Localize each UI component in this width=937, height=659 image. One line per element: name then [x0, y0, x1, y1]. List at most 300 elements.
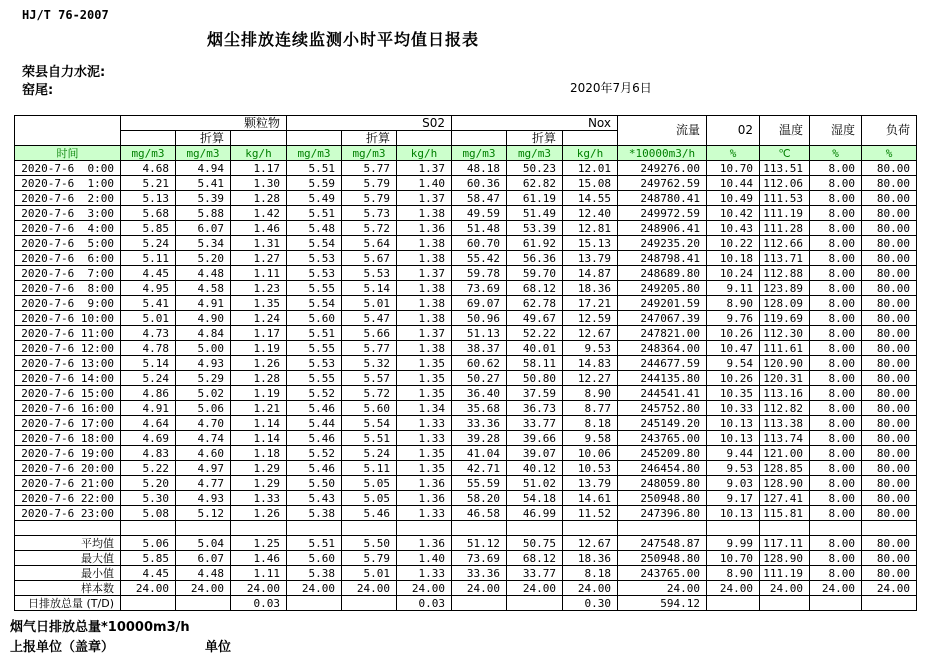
- summary-row: [15, 566, 917, 581]
- value-cell: 4.95: [121, 281, 176, 296]
- value-cell: 1.19: [231, 341, 287, 356]
- value-cell: 48.18: [452, 161, 507, 176]
- value-cell: 5.85: [121, 221, 176, 236]
- value-cell: 5.29: [176, 371, 231, 386]
- value-cell: 80.00: [862, 476, 917, 491]
- value-cell: 10.24: [707, 266, 760, 281]
- value-cell: 9.44: [707, 446, 760, 461]
- value-cell: 1.38: [397, 311, 452, 326]
- summary-row: [15, 596, 917, 611]
- value-cell: 24.00: [452, 581, 507, 596]
- value-cell: 9.58: [563, 431, 618, 446]
- unit-header: %: [707, 146, 760, 161]
- group-particulate: 颗粒物: [121, 116, 287, 131]
- value-cell: 5.46: [287, 461, 342, 476]
- value-cell: 40.12: [507, 461, 563, 476]
- data-row-label: 2020-7-6 8:00: [15, 281, 121, 296]
- value-cell: 8.18: [563, 566, 618, 581]
- value-cell: 247548.87: [618, 536, 707, 551]
- data-row: [15, 191, 917, 206]
- summary-row: [15, 536, 917, 551]
- value-cell: 1.18: [231, 446, 287, 461]
- value-cell: 8.00: [810, 446, 862, 461]
- value-cell: 4.73: [121, 326, 176, 341]
- value-cell: 5.24: [121, 236, 176, 251]
- value-cell: [176, 521, 231, 536]
- value-cell: [618, 521, 707, 536]
- value-cell: 5.51: [342, 431, 397, 446]
- value-cell: [287, 596, 342, 611]
- value-cell: 5.05: [342, 491, 397, 506]
- value-cell: 49.59: [452, 206, 507, 221]
- value-cell: 120.31: [760, 371, 810, 386]
- value-cell: 120.90: [760, 356, 810, 371]
- value-cell: 12.59: [563, 311, 618, 326]
- value-cell: 5.02: [176, 386, 231, 401]
- value-cell: 4.45: [121, 266, 176, 281]
- value-cell: 5.12: [176, 506, 231, 521]
- value-cell: 4.48: [176, 266, 231, 281]
- value-cell: 123.89: [760, 281, 810, 296]
- value-cell: 8.00: [810, 416, 862, 431]
- value-cell: 80.00: [862, 461, 917, 476]
- value-cell: 56.36: [507, 251, 563, 266]
- value-cell: 10.13: [707, 431, 760, 446]
- value-cell: 46.99: [507, 506, 563, 521]
- value-cell: 80.00: [862, 281, 917, 296]
- value-cell: 113.51: [760, 161, 810, 176]
- blank-cell: [231, 131, 287, 146]
- units-row: [15, 146, 917, 161]
- value-cell: 11.52: [563, 506, 618, 521]
- unit-header: mg/m3: [176, 146, 231, 161]
- unit-header: mg/m3: [342, 146, 397, 161]
- value-cell: 1.26: [231, 506, 287, 521]
- report-date: 2020年7月6日: [570, 81, 652, 95]
- value-cell: [342, 521, 397, 536]
- value-cell: 38.37: [452, 341, 507, 356]
- value-cell: [563, 521, 618, 536]
- value-cell: 5.46: [287, 401, 342, 416]
- value-cell: 58.11: [507, 356, 563, 371]
- value-cell: 5.41: [176, 176, 231, 191]
- value-cell: 5.22: [121, 461, 176, 476]
- value-cell: 8.00: [810, 161, 862, 176]
- data-row: [15, 491, 917, 506]
- value-cell: 5.79: [342, 191, 397, 206]
- value-cell: 4.74: [176, 431, 231, 446]
- value-cell: 80.00: [862, 206, 917, 221]
- value-cell: 249235.20: [618, 236, 707, 251]
- value-cell: 1.33: [231, 491, 287, 506]
- value-cell: 1.37: [397, 266, 452, 281]
- data-row: [15, 176, 917, 191]
- data-row-label: 2020-7-6 16:00: [15, 401, 121, 416]
- value-cell: 8.00: [810, 506, 862, 521]
- value-cell: 1.33: [397, 506, 452, 521]
- value-cell: 1.28: [231, 371, 287, 386]
- value-cell: 128.85: [760, 461, 810, 476]
- value-cell: 39.28: [452, 431, 507, 446]
- value-cell: 1.24: [231, 311, 287, 326]
- value-cell: 80.00: [862, 356, 917, 371]
- value-cell: 9.17: [707, 491, 760, 506]
- value-cell: 111.53: [760, 191, 810, 206]
- value-cell: 24.00: [176, 581, 231, 596]
- value-cell: 61.19: [507, 191, 563, 206]
- value-cell: 5.14: [342, 281, 397, 296]
- value-cell: [176, 596, 231, 611]
- value-cell: 80.00: [862, 266, 917, 281]
- value-cell: 12.27: [563, 371, 618, 386]
- value-cell: 8.00: [810, 341, 862, 356]
- value-cell: 5.44: [287, 416, 342, 431]
- value-cell: 9.54: [707, 356, 760, 371]
- value-cell: 119.69: [760, 311, 810, 326]
- value-cell: 4.84: [176, 326, 231, 341]
- value-cell: 249276.00: [618, 161, 707, 176]
- value-cell: 4.94: [176, 161, 231, 176]
- value-cell: 8.90: [563, 386, 618, 401]
- value-cell: 1.19: [231, 386, 287, 401]
- value-cell: 112.88: [760, 266, 810, 281]
- value-cell: 50.96: [452, 311, 507, 326]
- data-row: [15, 221, 917, 236]
- value-cell: 1.25: [231, 536, 287, 551]
- value-cell: [810, 596, 862, 611]
- value-cell: 1.46: [231, 551, 287, 566]
- data-row: [15, 161, 917, 176]
- value-cell: 5.50: [342, 536, 397, 551]
- value-cell: [121, 596, 176, 611]
- value-cell: 8.90: [707, 296, 760, 311]
- unit-header: mg/m3: [121, 146, 176, 161]
- value-cell: 55.42: [452, 251, 507, 266]
- data-row-label: 2020-7-6 17:00: [15, 416, 121, 431]
- data-row: [15, 341, 917, 356]
- value-cell: 112.06: [760, 176, 810, 191]
- value-cell: 60.36: [452, 176, 507, 191]
- value-cell: 5.13: [121, 191, 176, 206]
- value-cell: 243765.00: [618, 566, 707, 581]
- value-cell: 5.01: [121, 311, 176, 326]
- value-cell: 5.67: [342, 251, 397, 266]
- value-cell: 1.37: [397, 191, 452, 206]
- value-cell: 121.00: [760, 446, 810, 461]
- value-cell: 80.00: [862, 446, 917, 461]
- value-cell: [707, 596, 760, 611]
- value-cell: 1.36: [397, 221, 452, 236]
- value-cell: 10.13: [707, 506, 760, 521]
- group-flow: 流量: [618, 116, 707, 146]
- value-cell: 112.82: [760, 401, 810, 416]
- value-cell: 8.00: [810, 311, 862, 326]
- value-cell: 1.38: [397, 296, 452, 311]
- monitoring-table: [14, 115, 917, 611]
- data-row-label: 2020-7-6 13:00: [15, 356, 121, 371]
- value-cell: 24.00: [618, 581, 707, 596]
- value-cell: 248364.00: [618, 341, 707, 356]
- value-cell: 1.36: [397, 476, 452, 491]
- data-row: [15, 236, 917, 251]
- value-cell: 128.90: [760, 476, 810, 491]
- value-cell: 80.00: [862, 566, 917, 581]
- value-cell: 5.48: [287, 221, 342, 236]
- value-cell: 5.79: [342, 551, 397, 566]
- value-cell: 24.00: [862, 581, 917, 596]
- value-cell: 24.00: [707, 581, 760, 596]
- value-cell: 5.41: [121, 296, 176, 311]
- value-cell: 5.72: [342, 221, 397, 236]
- value-cell: 39.66: [507, 431, 563, 446]
- value-cell: 5.85: [121, 551, 176, 566]
- value-cell: 244677.59: [618, 356, 707, 371]
- value-cell: 5.77: [342, 161, 397, 176]
- data-row: [15, 446, 917, 461]
- value-cell: 24.00: [231, 581, 287, 596]
- summary-row-label: 平均值: [15, 536, 121, 551]
- value-cell: 0.03: [231, 596, 287, 611]
- value-cell: 1.35: [397, 446, 452, 461]
- data-row-label: 2020-7-6 3:00: [15, 206, 121, 221]
- value-cell: 6.07: [176, 551, 231, 566]
- value-cell: [862, 521, 917, 536]
- value-cell: 111.28: [760, 221, 810, 236]
- value-cell: 80.00: [862, 416, 917, 431]
- value-cell: 8.00: [810, 206, 862, 221]
- value-cell: 5.49: [287, 191, 342, 206]
- value-cell: 59.70: [507, 266, 563, 281]
- value-cell: 245149.20: [618, 416, 707, 431]
- value-cell: 5.51: [287, 206, 342, 221]
- value-cell: 4.77: [176, 476, 231, 491]
- value-cell: 5.39: [176, 191, 231, 206]
- value-cell: 5.01: [342, 296, 397, 311]
- value-cell: 1.23: [231, 281, 287, 296]
- value-cell: 5.38: [287, 506, 342, 521]
- value-cell: 8.77: [563, 401, 618, 416]
- value-cell: 249201.59: [618, 296, 707, 311]
- value-cell: 12.81: [563, 221, 618, 236]
- stack-name: 窑尾:: [22, 83, 54, 98]
- value-cell: 10.26: [707, 326, 760, 341]
- value-cell: 17.21: [563, 296, 618, 311]
- unit-header: %: [862, 146, 917, 161]
- value-cell: 5.53: [287, 266, 342, 281]
- value-cell: 4.69: [121, 431, 176, 446]
- value-cell: 1.33: [397, 431, 452, 446]
- value-cell: 8.00: [810, 191, 862, 206]
- data-row: [15, 281, 917, 296]
- value-cell: 14.55: [563, 191, 618, 206]
- value-cell: 243765.00: [618, 431, 707, 446]
- data-row: [15, 311, 917, 326]
- value-cell: 10.49: [707, 191, 760, 206]
- value-cell: 42.71: [452, 461, 507, 476]
- value-cell: 9.53: [563, 341, 618, 356]
- value-cell: 8.00: [810, 296, 862, 311]
- value-cell: 4.93: [176, 491, 231, 506]
- value-cell: [707, 521, 760, 536]
- value-cell: 5.38: [287, 566, 342, 581]
- value-cell: 51.02: [507, 476, 563, 491]
- unit-header: mg/m3: [452, 146, 507, 161]
- value-cell: 10.70: [707, 551, 760, 566]
- value-cell: 1.14: [231, 431, 287, 446]
- group-temperature: 温度: [760, 116, 810, 146]
- blank-cell: [452, 131, 507, 146]
- value-cell: 5.52: [287, 386, 342, 401]
- value-cell: 15.08: [563, 176, 618, 191]
- value-cell: 5.59: [287, 176, 342, 191]
- standard-number: HJ/T 76-2007: [22, 8, 109, 22]
- data-row-label: 2020-7-6 2:00: [15, 191, 121, 206]
- value-cell: 5.53: [287, 251, 342, 266]
- value-cell: 5.53: [342, 266, 397, 281]
- value-cell: 250948.80: [618, 551, 707, 566]
- value-cell: 8.00: [810, 371, 862, 386]
- value-cell: 8.00: [810, 566, 862, 581]
- group-o2: 02: [707, 116, 760, 146]
- value-cell: 24.00: [342, 581, 397, 596]
- value-cell: 128.90: [760, 551, 810, 566]
- value-cell: 1.27: [231, 251, 287, 266]
- value-cell: 9.03: [707, 476, 760, 491]
- value-cell: 5.51: [287, 326, 342, 341]
- value-cell: 4.64: [121, 416, 176, 431]
- value-cell: 1.35: [397, 386, 452, 401]
- value-cell: 5.57: [342, 371, 397, 386]
- value-cell: 1.29: [231, 476, 287, 491]
- value-cell: 80.00: [862, 161, 917, 176]
- value-cell: 5.06: [176, 401, 231, 416]
- value-cell: 115.81: [760, 506, 810, 521]
- value-cell: 246454.80: [618, 461, 707, 476]
- value-cell: [507, 521, 563, 536]
- value-cell: 127.41: [760, 491, 810, 506]
- value-cell: 50.27: [452, 371, 507, 386]
- value-cell: [760, 596, 810, 611]
- value-cell: 9.11: [707, 281, 760, 296]
- value-cell: 68.12: [507, 281, 563, 296]
- value-cell: 4.91: [121, 401, 176, 416]
- company-name: 荣县自力水泥:: [22, 65, 106, 80]
- value-cell: 59.78: [452, 266, 507, 281]
- value-cell: 8.00: [810, 221, 862, 236]
- value-cell: 8.90: [707, 566, 760, 581]
- header-row-groups: [15, 116, 917, 131]
- value-cell: 112.66: [760, 236, 810, 251]
- value-cell: 80.00: [862, 191, 917, 206]
- value-cell: 113.16: [760, 386, 810, 401]
- value-cell: 128.09: [760, 296, 810, 311]
- value-cell: 1.29: [231, 461, 287, 476]
- group-nox: Nox: [452, 116, 618, 131]
- data-row-label: 2020-7-6 12:00: [15, 341, 121, 356]
- value-cell: 1.38: [397, 341, 452, 356]
- value-cell: 594.12: [618, 596, 707, 611]
- value-cell: 10.18: [707, 251, 760, 266]
- value-cell: 18.36: [563, 551, 618, 566]
- summary-row-label: 日排放总量 (T/D): [15, 596, 121, 611]
- value-cell: 80.00: [862, 491, 917, 506]
- value-cell: [862, 596, 917, 611]
- value-cell: 12.67: [563, 326, 618, 341]
- value-cell: 8.18: [563, 416, 618, 431]
- value-cell: 4.90: [176, 311, 231, 326]
- value-cell: 60.62: [452, 356, 507, 371]
- value-cell: 9.76: [707, 311, 760, 326]
- converted-label-particulate: 折算: [176, 131, 231, 146]
- value-cell: 247067.39: [618, 311, 707, 326]
- summary-row: [15, 551, 917, 566]
- value-cell: 4.45: [121, 566, 176, 581]
- value-cell: 247396.80: [618, 506, 707, 521]
- value-cell: 36.40: [452, 386, 507, 401]
- value-cell: 80.00: [862, 311, 917, 326]
- value-cell: 244135.80: [618, 371, 707, 386]
- value-cell: 111.19: [760, 206, 810, 221]
- spacer-row: [15, 521, 917, 536]
- value-cell: 8.00: [810, 386, 862, 401]
- value-cell: 1.30: [231, 176, 287, 191]
- value-cell: 80.00: [862, 221, 917, 236]
- value-cell: 10.06: [563, 446, 618, 461]
- value-cell: 5.54: [342, 416, 397, 431]
- value-cell: [287, 521, 342, 536]
- value-cell: 5.34: [176, 236, 231, 251]
- data-row: [15, 326, 917, 341]
- data-row-label: 2020-7-6 22:00: [15, 491, 121, 506]
- value-cell: 8.00: [810, 326, 862, 341]
- value-cell: 8.00: [810, 476, 862, 491]
- value-cell: 36.73: [507, 401, 563, 416]
- value-cell: 80.00: [862, 251, 917, 266]
- value-cell: 33.36: [452, 566, 507, 581]
- summary-row: [15, 581, 917, 596]
- value-cell: 1.33: [397, 566, 452, 581]
- data-row: [15, 206, 917, 221]
- table-body: [15, 161, 917, 611]
- value-cell: 1.46: [231, 221, 287, 236]
- value-cell: 1.33: [397, 416, 452, 431]
- unit-header: ℃: [760, 146, 810, 161]
- value-cell: 50.23: [507, 161, 563, 176]
- value-cell: 68.12: [507, 551, 563, 566]
- value-cell: 6.07: [176, 221, 231, 236]
- value-cell: 4.86: [121, 386, 176, 401]
- value-cell: 51.13: [452, 326, 507, 341]
- data-row-label: 2020-7-6 20:00: [15, 461, 121, 476]
- value-cell: 5.54: [287, 296, 342, 311]
- value-cell: 1.17: [231, 161, 287, 176]
- value-cell: 80.00: [862, 506, 917, 521]
- value-cell: 73.69: [452, 281, 507, 296]
- data-row-label: 2020-7-6 10:00: [15, 311, 121, 326]
- value-cell: 60.70: [452, 236, 507, 251]
- value-cell: 4.83: [121, 446, 176, 461]
- value-cell: 8.00: [810, 356, 862, 371]
- unit-label: 单位: [205, 640, 232, 655]
- value-cell: 35.68: [452, 401, 507, 416]
- report-title: 烟尘排放连续监测小时平均值日报表: [207, 30, 480, 49]
- value-cell: 69.07: [452, 296, 507, 311]
- value-cell: 248689.80: [618, 266, 707, 281]
- value-cell: 14.61: [563, 491, 618, 506]
- data-row-label: 2020-7-6 1:00: [15, 176, 121, 191]
- data-row-label: 2020-7-6 6:00: [15, 251, 121, 266]
- value-cell: 80.00: [862, 341, 917, 356]
